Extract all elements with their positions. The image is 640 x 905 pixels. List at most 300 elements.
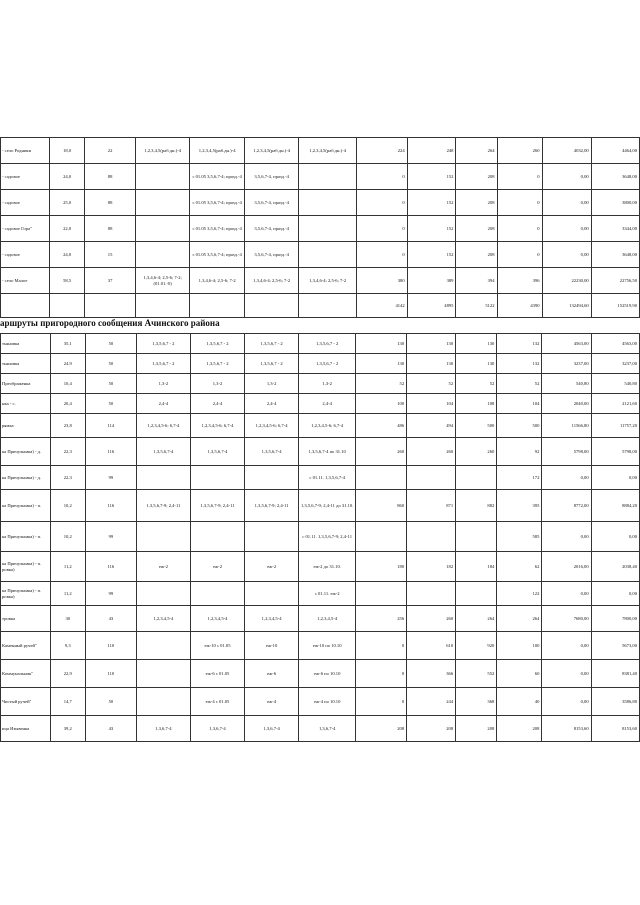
route-name-cell: - садовое xyxy=(1,164,50,190)
table-cell: еж-2 xyxy=(245,552,299,582)
route-name-cell: ка Причулымка) - п. xyxy=(1,522,51,552)
table-cell: 396 xyxy=(497,268,542,294)
table-cell: 486 xyxy=(356,414,407,438)
table-cell: 224 xyxy=(356,138,407,164)
table-cell: 1,3,6,7-4 xyxy=(190,716,244,742)
table-cell: 366 xyxy=(407,660,456,688)
table-cell: 24,0 xyxy=(50,242,85,268)
table-cell xyxy=(135,164,190,190)
table-cell: 23,8 xyxy=(50,414,85,438)
table-cell: 130 xyxy=(356,354,407,374)
table-row xyxy=(1,242,640,268)
table-cell: 494 xyxy=(407,414,456,438)
table-cell: 122 xyxy=(497,582,542,606)
section-title: аршруты пригородного сообщения Ачинского района xyxy=(0,318,220,328)
table-cell: 25,0 xyxy=(50,190,85,216)
table-cell: 99 xyxy=(85,466,136,490)
table-cell: 5122 xyxy=(456,294,497,318)
table-cell: 50 xyxy=(85,394,136,414)
table-cell: 0,00 xyxy=(542,216,591,242)
table-cell: 7680,00 xyxy=(542,606,591,632)
table-cell: еж-6 по 10.10 xyxy=(299,660,356,688)
table-cell: 1,3,4,6-4; 2,5-6; 7-2; (01.01.-0) xyxy=(135,268,190,294)
table-cell: 22 xyxy=(85,138,136,164)
table-cell: 1,3,5,6,7-9; 2,4-11 xyxy=(245,490,299,522)
table-cell: 37 xyxy=(85,268,136,294)
table-row xyxy=(1,490,640,522)
table-cell xyxy=(135,242,190,268)
table-cell: еж-10 с 01.05 xyxy=(190,632,244,660)
table-cell: 22,3 xyxy=(50,438,85,466)
table-cell: 0,00 xyxy=(542,190,591,216)
table-cell: 116 xyxy=(85,552,136,582)
table-cell: 256 xyxy=(356,606,407,632)
table-cell: 208 xyxy=(356,716,407,742)
table-cell: 22,9 xyxy=(50,660,85,688)
route-name-cell: Коммунальник" xyxy=(1,660,51,688)
table-cell: еж-4 xyxy=(245,688,299,716)
table-cell: 172 xyxy=(497,466,542,490)
route-name-cell: тьяновка xyxy=(1,334,51,354)
table-cell: 0 xyxy=(356,242,407,268)
routes-table-upper-body xyxy=(1,138,640,318)
table-cell: с 01.11. 1,3,5,6,7-4 xyxy=(299,466,356,490)
table-cell xyxy=(190,294,245,318)
table-cell: 8884,20 xyxy=(591,490,639,522)
table-cell: 108 xyxy=(456,394,497,414)
table-cell: 540,80 xyxy=(591,374,639,394)
table-cell: 208 xyxy=(407,716,456,742)
table-cell: 116 xyxy=(85,438,136,466)
table-cell: 50 xyxy=(85,688,136,716)
table-cell xyxy=(299,216,356,242)
table-cell: 1,3,6,7-4 xyxy=(136,716,190,742)
table-cell: 88 xyxy=(85,190,136,216)
table-cell: 540,80 xyxy=(542,374,591,394)
route-name-cell: тьяновка xyxy=(1,354,51,374)
table-cell: 3648,00 xyxy=(591,242,639,268)
table-cell: 860 xyxy=(356,490,407,522)
table-cell xyxy=(407,466,456,490)
table-cell: 208 xyxy=(456,242,497,268)
table-row xyxy=(1,354,640,374)
table-cell: 0,00 xyxy=(542,660,591,688)
route-name-cell: ка Причулымка) - п. ровка) xyxy=(1,582,51,606)
table-cell: 0 xyxy=(356,632,407,660)
table-cell: 50 xyxy=(85,374,136,394)
route-name-cell: - садовое xyxy=(1,190,50,216)
table-cell: 1,3,4,6-4; 2,5-6; 7-2 xyxy=(299,268,356,294)
table-cell xyxy=(299,294,356,318)
table-cell: 132 xyxy=(497,354,542,374)
table-cell: 500 xyxy=(497,414,542,438)
table-cell: еж-10 по 10.10 xyxy=(299,632,356,660)
table-cell: 43 xyxy=(85,606,136,632)
table-cell: 4563,00 xyxy=(591,334,639,354)
routes-table-upper xyxy=(0,137,640,318)
table-cell: 8772,00 xyxy=(542,490,591,522)
table-cell xyxy=(456,466,497,490)
table-cell: 395 xyxy=(497,490,542,522)
table-cell: 1,2,3,4,5(раб.дн.)-4 xyxy=(135,138,190,164)
table-cell: 264 xyxy=(456,138,497,164)
table-row xyxy=(1,334,640,354)
route-name-cell: ица Изывенка xyxy=(1,716,51,742)
table-cell xyxy=(244,294,299,318)
table-cell: 10,2 xyxy=(50,490,85,522)
table-cell: 35,1 xyxy=(50,334,85,354)
table-cell: 1,3-2 xyxy=(190,374,244,394)
table-cell: 10,2 xyxy=(50,522,85,552)
table-cell: 1,3,5,6,7 - 2 xyxy=(299,354,356,374)
table-cell: 132 xyxy=(497,334,542,354)
table-cell: 130 xyxy=(407,334,456,354)
table-cell: еж-6 xyxy=(245,660,299,688)
route-name-cell: Каменный ручей" xyxy=(1,632,51,660)
table-cell xyxy=(50,294,85,318)
table-cell: 1,3,5,6,7 - 2 xyxy=(190,334,244,354)
table-cell: 4032,00 xyxy=(542,138,591,164)
table-row xyxy=(1,138,640,164)
table-cell: 104 xyxy=(497,394,542,414)
table-cell xyxy=(245,582,299,606)
table-cell: 0,00 xyxy=(542,164,591,190)
table-cell: 3648,00 xyxy=(591,164,639,190)
table-cell: 1,2,3,4,5-6; 6,7-4 xyxy=(190,414,244,438)
table-cell xyxy=(456,522,497,552)
table-cell: 152519,90 xyxy=(591,294,639,318)
table-cell: 110 xyxy=(85,632,136,660)
table-cell xyxy=(356,582,407,606)
route-name-cell: ка Причулымка) - п. ровка) xyxy=(1,552,51,582)
table-cell: 1,3,4,6-4; 2,5-6; 7-2 xyxy=(244,268,299,294)
table-cell: 14,7 xyxy=(50,688,85,716)
table-cell: 260 xyxy=(407,606,456,632)
table-cell: 208 xyxy=(456,164,497,190)
table-cell: 2038,40 xyxy=(591,552,639,582)
table-cell: 0,00 xyxy=(542,582,591,606)
table-cell: 3800,00 xyxy=(591,190,639,216)
table-cell: 1,3,5,6,7-4 xyxy=(245,438,299,466)
table-cell: 2,4-4 xyxy=(299,394,356,414)
table-cell: 11757,20 xyxy=(591,414,639,438)
table-cell: 3237,00 xyxy=(542,354,591,374)
table-cell: 11,2 xyxy=(50,582,85,606)
table-cell: 2,4-4 xyxy=(245,394,299,414)
table-cell: 389 xyxy=(407,268,456,294)
table-cell: 0 xyxy=(356,688,407,716)
table-cell: 114 xyxy=(85,414,136,438)
table-cell: 0,00 xyxy=(542,688,591,716)
table-cell: 1,2,3,4,5-4 xyxy=(245,606,299,632)
table-cell: 52 xyxy=(497,374,542,394)
table-cell: 1,3-2 xyxy=(299,374,356,394)
table-cell: 1,2,3,4,5-4 xyxy=(299,606,356,632)
table-cell: 100 xyxy=(356,394,407,414)
table-cell: 58,5 xyxy=(50,268,85,294)
table-row xyxy=(1,606,640,632)
table-cell: 152 xyxy=(407,190,456,216)
table-cell: 0 xyxy=(356,164,407,190)
table-cell xyxy=(299,190,356,216)
table-row xyxy=(1,374,640,394)
table-cell: 11566,80 xyxy=(542,414,591,438)
table-cell: 3,5,6,7-4, празд.-4 xyxy=(244,190,299,216)
table-cell xyxy=(356,522,407,552)
table-cell: 92 xyxy=(497,438,542,466)
table-cell: 0 xyxy=(497,242,542,268)
table-cell: 1,2,3,4,5-6; 6,7-4 xyxy=(299,414,356,438)
table-cell: 260 xyxy=(356,438,407,466)
table-cell: 184 xyxy=(456,552,497,582)
table-cell: 0,00 xyxy=(542,242,591,268)
table-cell: еж-6 с 01.05 xyxy=(190,660,244,688)
table-cell: 22,3 xyxy=(50,466,85,490)
table-row xyxy=(1,466,640,490)
table-cell: 39,2 xyxy=(50,716,85,742)
route-name-cell: рямка xyxy=(1,414,51,438)
table-cell: 1,3,6,7-4 xyxy=(245,716,299,742)
table-cell: 1,2,3,4,5-6; 6,7-4 xyxy=(245,414,299,438)
table-cell: 1,3,5,6,7 - 2 xyxy=(136,354,190,374)
table-cell: 18,0 xyxy=(50,138,85,164)
table-cell: 3237,00 xyxy=(591,354,639,374)
table-row xyxy=(1,688,640,716)
table-cell: 180 xyxy=(356,552,407,582)
table-cell: 260 xyxy=(407,438,456,466)
route-name-cell: Чистый ручей" xyxy=(1,688,51,716)
table-cell: 10,4 xyxy=(50,374,85,394)
table-cell: 394 xyxy=(456,268,497,294)
table-cell: 610 xyxy=(407,632,456,660)
table-cell: 2,4-4 xyxy=(136,394,190,414)
table-cell: 8381,40 xyxy=(591,660,639,688)
table-cell: еж-4 с 01.05 xyxy=(190,688,244,716)
table-cell: 4142 xyxy=(356,294,407,318)
table-cell: 99 xyxy=(85,522,136,552)
table-cell: еж-4 по 10.10 xyxy=(299,688,356,716)
table-cell: 208 xyxy=(456,716,497,742)
table-cell: 1,2,3,4,5(раб.дн.)-4 xyxy=(299,138,356,164)
table-cell: 1,3,5,6,7 - 2 xyxy=(190,354,244,374)
table-cell xyxy=(136,466,190,490)
table-cell: 920 xyxy=(456,632,497,660)
table-cell: еж-2 до 31.10. xyxy=(299,552,356,582)
table-cell: 1,3,5,6,7-4 по 31.10 xyxy=(299,438,356,466)
table-cell: 50 xyxy=(85,354,136,374)
table-cell: 208 xyxy=(456,190,497,216)
route-name-cell: - село Родники xyxy=(1,138,50,164)
table-cell: 100 xyxy=(497,632,542,660)
table-cell: 2,4-4 xyxy=(190,394,244,414)
table-cell: 9,3 xyxy=(50,632,85,660)
table-cell: с 01.05 3,5,6,7-4; празд.-4 xyxy=(190,164,245,190)
table-cell: 152 xyxy=(407,216,456,242)
table-row xyxy=(1,294,640,318)
table-cell: 5798,00 xyxy=(542,438,591,466)
table-cell: 1,3,4,6-4; 2,5-6; 7-2 xyxy=(190,268,245,294)
table-cell: 30 xyxy=(50,606,85,632)
table-row xyxy=(1,216,640,242)
table-cell xyxy=(136,660,190,688)
table-cell: 1,3,6,7-4 xyxy=(299,716,356,742)
table-cell: 0 xyxy=(356,660,407,688)
table-cell: 132494,60 xyxy=(542,294,591,318)
table-cell: 1,3-2 xyxy=(245,374,299,394)
table-cell: 585 xyxy=(497,522,542,552)
table-cell: с 01.11. еж-2 xyxy=(299,582,356,606)
route-name-cell: ка Причулымка) - д. xyxy=(1,438,51,466)
table-cell xyxy=(190,582,244,606)
table-cell: 1,3,5,6,7-9; 2,4-11 xyxy=(190,490,244,522)
table-cell: 2121,60 xyxy=(591,394,639,414)
table-cell: 264 xyxy=(497,606,542,632)
table-cell xyxy=(135,294,190,318)
table-cell: 50 xyxy=(85,334,136,354)
table-cell: 2040,00 xyxy=(542,394,591,414)
route-name-cell: нка - с. xyxy=(1,394,51,414)
table-cell: 52 xyxy=(407,374,456,394)
table-cell: 0 xyxy=(497,164,542,190)
table-cell xyxy=(245,522,299,552)
table-cell: 22756,50 xyxy=(591,268,639,294)
table-cell: 5798,00 xyxy=(591,438,639,466)
table-cell xyxy=(136,522,190,552)
table-cell: 0,00 xyxy=(591,522,639,552)
table-cell: 22230,00 xyxy=(542,268,591,294)
table-cell: 1,2,3,4,5(раб.дн.)-4 xyxy=(244,138,299,164)
route-name-cell: - садовое xyxy=(1,242,50,268)
table-cell: 0,00 xyxy=(542,522,591,552)
table-cell: 1,3,5,6,7-4 xyxy=(136,438,190,466)
table-cell: 208 xyxy=(497,716,542,742)
table-cell: 260 xyxy=(456,438,497,466)
table-cell: 3344,00 xyxy=(591,216,639,242)
table-cell: 244 xyxy=(407,688,456,716)
routes-table-achinsk xyxy=(0,333,640,742)
route-name-cell: ка Причулымка) - п. xyxy=(1,490,51,522)
table-cell: 1,2,3,4,5-6; 6,7-4 xyxy=(136,414,190,438)
table-cell: 0,00 xyxy=(542,466,591,490)
table-row xyxy=(1,438,640,466)
table-cell: 264 xyxy=(456,606,497,632)
table-cell: с 01.11. 1,3,5,6,7-9; 2,4-11 xyxy=(299,522,356,552)
table-cell: 152 xyxy=(407,164,456,190)
table-cell: 152 xyxy=(407,242,456,268)
table-cell: 882 xyxy=(456,490,497,522)
table-cell xyxy=(136,582,190,606)
table-cell xyxy=(407,582,456,606)
table-cell: 0,00 xyxy=(542,632,591,660)
table-cell xyxy=(135,216,190,242)
table-cell xyxy=(299,242,356,268)
table-cell xyxy=(245,466,299,490)
table-cell: 99 xyxy=(85,582,136,606)
table-cell: 3586,80 xyxy=(591,688,639,716)
table-cell xyxy=(136,632,190,660)
table-cell: 130 xyxy=(456,354,497,374)
table-cell: 1,3,5,6,7 - 2 xyxy=(245,354,299,374)
table-cell: 11,2 xyxy=(50,552,85,582)
table-cell: 116 xyxy=(85,490,136,522)
table-cell xyxy=(136,688,190,716)
table-row xyxy=(1,632,640,660)
table-cell: 871 xyxy=(407,490,456,522)
table-cell: 24,0 xyxy=(50,164,85,190)
table-row xyxy=(1,164,640,190)
table-cell: с 01.05 3,5,6,7-4; празд.-4 xyxy=(190,190,245,216)
table-cell: 0 xyxy=(497,216,542,242)
table-cell: еж-2 xyxy=(136,552,190,582)
table-cell: 130 xyxy=(456,334,497,354)
table-cell: 130 xyxy=(356,334,407,354)
table-cell: 2016,00 xyxy=(542,552,591,582)
table-cell xyxy=(407,522,456,552)
table-row xyxy=(1,394,640,414)
table-cell: 3,5,6,7-4, празд.-4 xyxy=(244,242,299,268)
route-name-cell: ка Причулымка) - д. xyxy=(1,466,51,490)
table-cell: 0 xyxy=(356,190,407,216)
table-cell: 130 xyxy=(407,354,456,374)
table-cell: 552 xyxy=(456,660,497,688)
table-cell: 0 xyxy=(356,216,407,242)
table-row xyxy=(1,660,640,688)
table-cell: с 01.05 3,5,6,7-4; празд.-4 xyxy=(190,216,245,242)
table-cell: 3,5,6,7-4, празд.-4 xyxy=(244,216,299,242)
table-cell: 1,2,3,4,5(раб.дн.)-4 xyxy=(190,138,245,164)
table-cell: 208 xyxy=(456,216,497,242)
table-cell xyxy=(190,522,244,552)
table-cell: 104 xyxy=(407,394,456,414)
table-cell: 1,3,5,6,7-9; 2,4-11 xyxy=(136,490,190,522)
table-cell: 52 xyxy=(456,374,497,394)
table-cell: 4895 xyxy=(407,294,456,318)
table-cell: 60 xyxy=(497,660,542,688)
table-row xyxy=(1,582,640,606)
route-name-cell: - садовое Гора" xyxy=(1,216,50,242)
route-name-cell: Преображенка xyxy=(1,374,51,394)
table-row xyxy=(1,190,640,216)
table-row xyxy=(1,716,640,742)
table-cell: 88 xyxy=(85,216,136,242)
table-cell: 40 xyxy=(497,688,542,716)
table-cell: еж-10 xyxy=(245,632,299,660)
table-cell xyxy=(299,164,356,190)
table-cell: 500 xyxy=(456,414,497,438)
table-cell xyxy=(135,190,190,216)
table-cell: 4464,00 xyxy=(591,138,639,164)
table-cell: 24,9 xyxy=(50,354,85,374)
table-cell: 1,3,5,6,7 - 2 xyxy=(245,334,299,354)
table-cell: 1,3,5,6,7 - 2 xyxy=(299,334,356,354)
route-name-cell: тровка xyxy=(1,606,51,632)
table-cell: 380 xyxy=(356,268,407,294)
table-cell: 7800,00 xyxy=(591,606,639,632)
table-cell: 110 xyxy=(85,660,136,688)
table-cell: 368 xyxy=(456,688,497,716)
table-cell: 20,4 xyxy=(50,394,85,414)
table-cell: 4390 xyxy=(497,294,542,318)
table-cell: 8153,60 xyxy=(591,716,639,742)
table-cell: 15 xyxy=(85,242,136,268)
table-cell: 62 xyxy=(497,552,542,582)
table-cell: 43 xyxy=(85,716,136,742)
table-cell: 248 xyxy=(407,138,456,164)
table-row xyxy=(1,414,640,438)
table-cell: 182 xyxy=(407,552,456,582)
table-cell: 1,3,5,6,7-9; 2,4-11 до 31.10. xyxy=(299,490,356,522)
table-cell: 1,3,5,6,7 - 2 xyxy=(136,334,190,354)
